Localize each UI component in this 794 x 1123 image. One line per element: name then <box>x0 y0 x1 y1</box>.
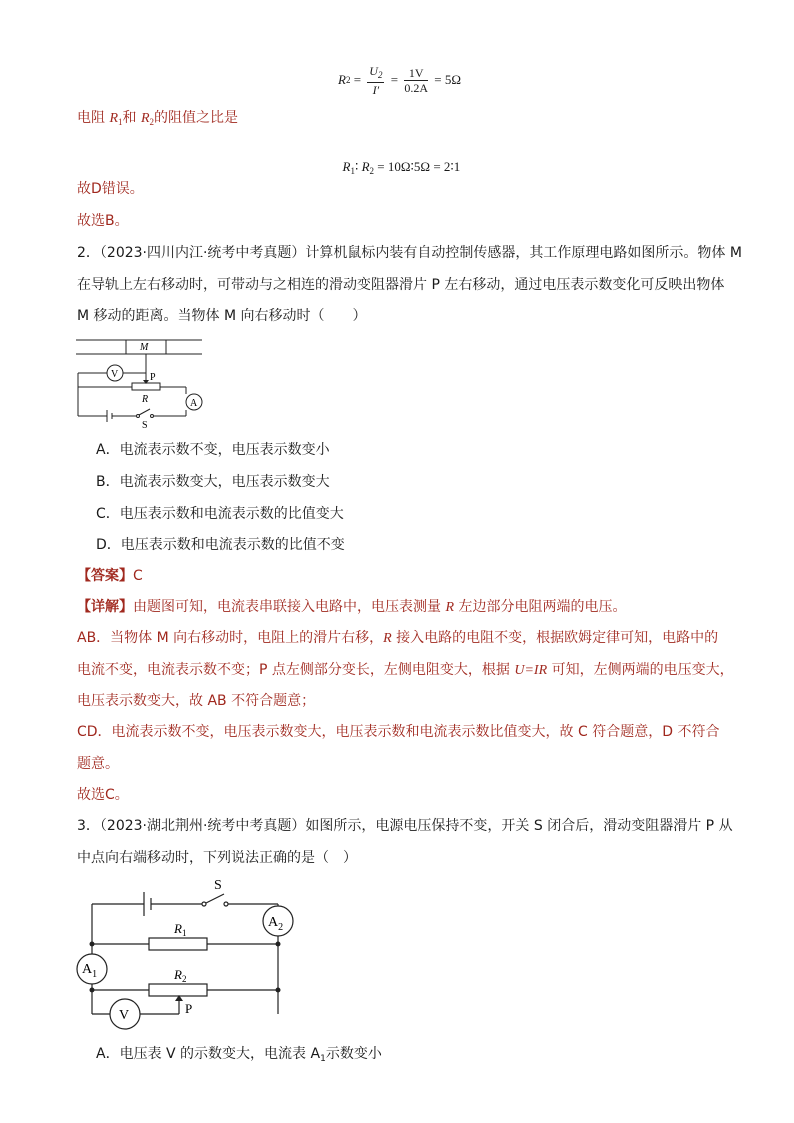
q2-detail-b: 左边部分电阻两端的电压。 <box>454 599 627 615</box>
ratio-r2: R <box>140 111 150 126</box>
q3-label-v: V <box>119 1008 130 1023</box>
formula-result: = 5Ω <box>430 72 461 87</box>
formula-lhs: R <box>338 72 346 87</box>
q2-label-p: P <box>150 372 156 383</box>
f2-r1: R <box>342 159 351 174</box>
formula-eq1: = <box>350 72 365 87</box>
q3-circuit-diagram <box>74 874 304 1032</box>
q2-final-answer: 故选C。 <box>77 787 129 803</box>
f2-colon: ∶ <box>354 159 359 174</box>
q2-ab-line2: 电流不变，电流表示数不变；P 点左侧部分变长，左侧电阻变大，根据 U=IR 可知，左侧两端的电压变大， <box>77 662 734 678</box>
frac2-num: 1V <box>404 66 428 81</box>
ratio-r1: R <box>109 111 119 126</box>
formula-fraction-1 <box>367 64 384 97</box>
conclusion-choose-b: 故选B。 <box>77 213 129 229</box>
q2-label-r: R <box>142 394 149 405</box>
frac1-den: I′ <box>372 82 380 97</box>
ratio-intro <box>77 108 238 132</box>
formula-r2-calculation <box>338 62 461 98</box>
q2-ab-line1: AB．当物体 M 向右移动时，电阻上的滑片右移，R 接入电路的电阻不变，根据欧姆定律可知，电路中的 <box>77 630 719 646</box>
ratio-text-c: 的阻值之比是 <box>154 110 239 126</box>
formula-ratio <box>336 143 460 176</box>
q2-stem-line3: M 移动的距离。当物体 M 向右移动时（ ） <box>77 308 367 324</box>
q3-option-a: A．电压表 V 的示数变大，电流表 $A_1$示数变小 <box>96 1046 382 1064</box>
q2-label-a: A <box>190 398 198 409</box>
q3-stem-line2: 中点向右端移动时，下列说法正确的是（ ） <box>77 850 357 866</box>
f2-rest: = 10Ω∶5Ω = 2∶1 <box>374 159 461 174</box>
q2-option-a: A．电流表示数不变，电压表示数变小 <box>96 442 330 458</box>
q3-stem-line1: 3．（2023·湖北荆州·统考中考真题）如图所示，电源电压保持不变，开关 S 闭合后，滑动变阻器滑片 P 从 <box>77 818 733 834</box>
frac1-num-sub: 2 <box>377 69 383 80</box>
q2-label-m: M <box>140 342 149 353</box>
q2-detail <box>77 597 626 618</box>
ratio-r2-sub: 2 <box>149 117 155 127</box>
q2-detail-r: R <box>445 600 455 615</box>
conclusion-d-wrong: 故D错误。 <box>77 181 144 197</box>
q2-stem-line1: 2．（2023·四川内江·统考中考真题）计算机鼠标内装有自动控制传感器，其工作原理电路如图所示。物体 M <box>77 245 742 261</box>
q3-label-r2: $R_2$ <box>174 967 187 984</box>
q2-ab-line3: 电压表示数变大，故 AB 不符合题意； <box>77 693 316 709</box>
formula-fraction-2 <box>404 66 428 95</box>
q2-answer-tag: 【答案】 <box>77 568 133 584</box>
q2-circuit-diagram <box>74 336 214 428</box>
q2-option-c: C．电压表示数和电流表示数的比值变大 <box>96 506 344 522</box>
q2-answer <box>77 566 143 586</box>
frac1-num: U <box>369 63 378 78</box>
q2-option-b: B．电流表示数变大，电压表示数变大 <box>96 474 330 490</box>
ratio-r1-sub: 1 <box>118 117 123 127</box>
f2-r1-sub: 1 <box>350 166 355 176</box>
q2-detail-tag: 【详解】 <box>77 599 133 615</box>
q3-label-a2: $A_2$ <box>268 915 284 933</box>
ratio-text-a: 电阻 <box>77 110 110 126</box>
q2-label-v: V <box>111 369 119 380</box>
q3-label-a1: $A_1$ <box>82 962 98 980</box>
q2-cd-line2: 题意。 <box>77 756 119 772</box>
f2-r2: R <box>358 159 370 174</box>
formula-eq2: = <box>387 72 402 87</box>
formula-lhs-sub: 2 <box>345 75 351 85</box>
frac2-den: 0.2A <box>404 80 428 95</box>
ratio-text-b: 和 <box>122 110 141 126</box>
q2-detail-a: 由题图可知，电流表串联接入电路中，电压表测量 <box>133 599 446 615</box>
q2-label-s: S <box>142 420 148 428</box>
f2-r2-sub: 2 <box>369 166 375 176</box>
q3-label-p: P <box>185 1001 193 1016</box>
q3-label-s: S <box>214 878 222 893</box>
q2-stem-line2: 在导轨上左右移动时，可带动与之相连的滑动变阻器滑片 P 左右移动，通过电压表示数变化可反映出物体 <box>77 277 725 293</box>
q2-option-d: D．电压表示数和电流表示数的比值不变 <box>96 537 345 553</box>
q2-cd-line1: CD．电流表示数不变，电压表示数变大，电压表示数和电流表示数比值变大，故 C 符合题意，D 不符合 <box>77 724 720 740</box>
q3-label-r1: $R_1$ <box>174 921 187 938</box>
q2-answer-value: C <box>133 568 143 584</box>
